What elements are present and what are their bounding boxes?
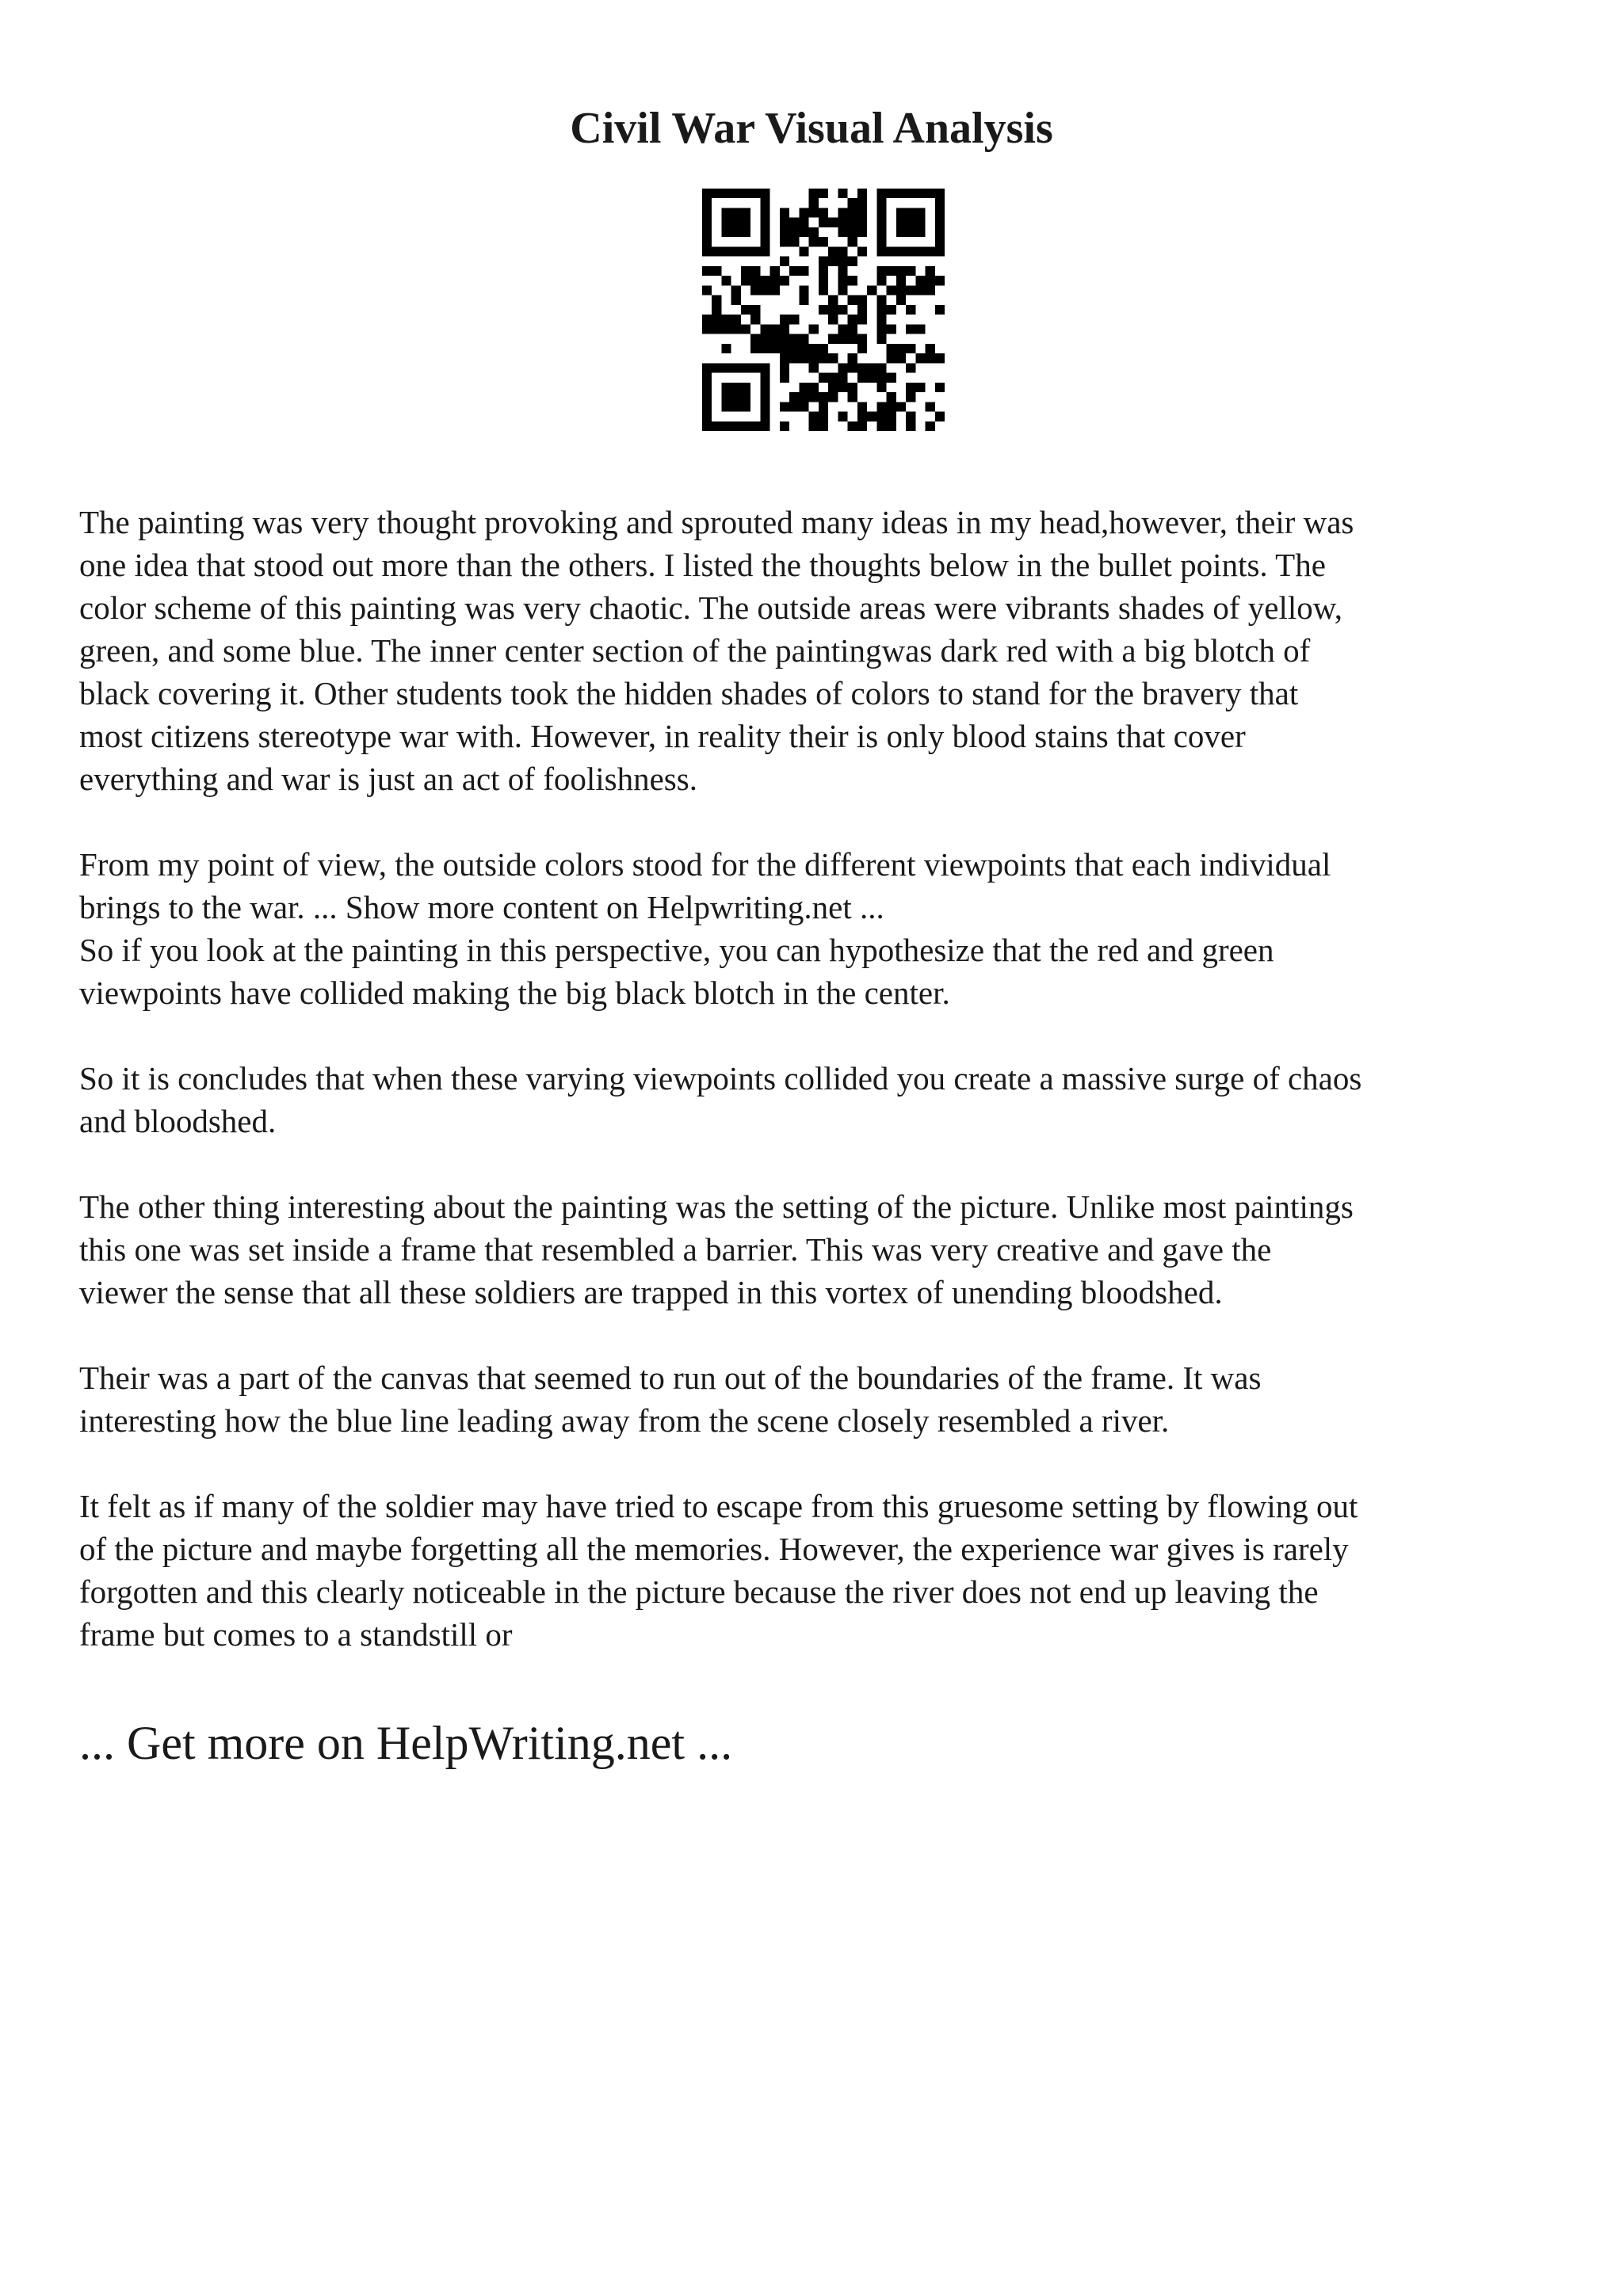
qr-code-icon xyxy=(702,189,945,431)
get-more-link[interactable]: ... Get more on HelpWriting.net ... xyxy=(79,1717,733,1769)
article-body xyxy=(79,501,1553,1699)
paragraph-7: It felt as if many of the soldier may have tried to escape from this gruesome setting by flowing out of the picture and maybe forgetting all the memories. However, the experience war gives is rarely forgotten and this clearly noticeable in the picture because the river does not end up leaving the frame but comes to a standstill or xyxy=(79,1488,1358,1653)
paragraph-5: The other thing interesting about the painting was the setting of the picture. Unlike most paintings this one was set inside a frame that resembled a barrier. This was very creative and gave the viewer the sense that all these soldiers are trapped in this vortex of unending bloodshed. xyxy=(79,1188,1354,1310)
paragraph-6: Their was a part of the canvas that seemed to run out of the boundaries of the frame. It was interesting how the blue line leading away from the scene closely resembled a river. xyxy=(79,1360,1262,1439)
qr-code-graphic xyxy=(702,189,945,431)
paragraph-4: So it is concludes that when these varying viewpoints collided you create a massive surge of chaos and bloodshed. xyxy=(79,1060,1362,1139)
paragraph-3: So if you look at the painting in this perspective, you can hypothesize that the red and green viewpoints have collided making the big black blotch in the center. xyxy=(79,932,1274,1011)
page-title: Civil War Visual Analysis xyxy=(570,104,1053,153)
paragraph-1: The painting was very thought provoking and sprouted many ideas in my head,however, their was one idea that stood out more than the others. I listed the thoughts below in the bullet points. The color scheme of this painting was very chaotic. The outside areas were vibrants shades of yellow, green, and some blue. The inner center section of the paintingwas dark red with a big blotch of black covering it. Other students took the hidden shades of colors to stand for the bravery that most citizens stereotype war with. However, in reality their is only blood stains that cover everything and war is just an act of foolishness. xyxy=(79,504,1354,797)
paragraph-2: From my point of view, the outside colors stood for the different viewpoints that each individual brings to the war. ... Show more content on Helpwriting.net ... xyxy=(79,846,1331,925)
